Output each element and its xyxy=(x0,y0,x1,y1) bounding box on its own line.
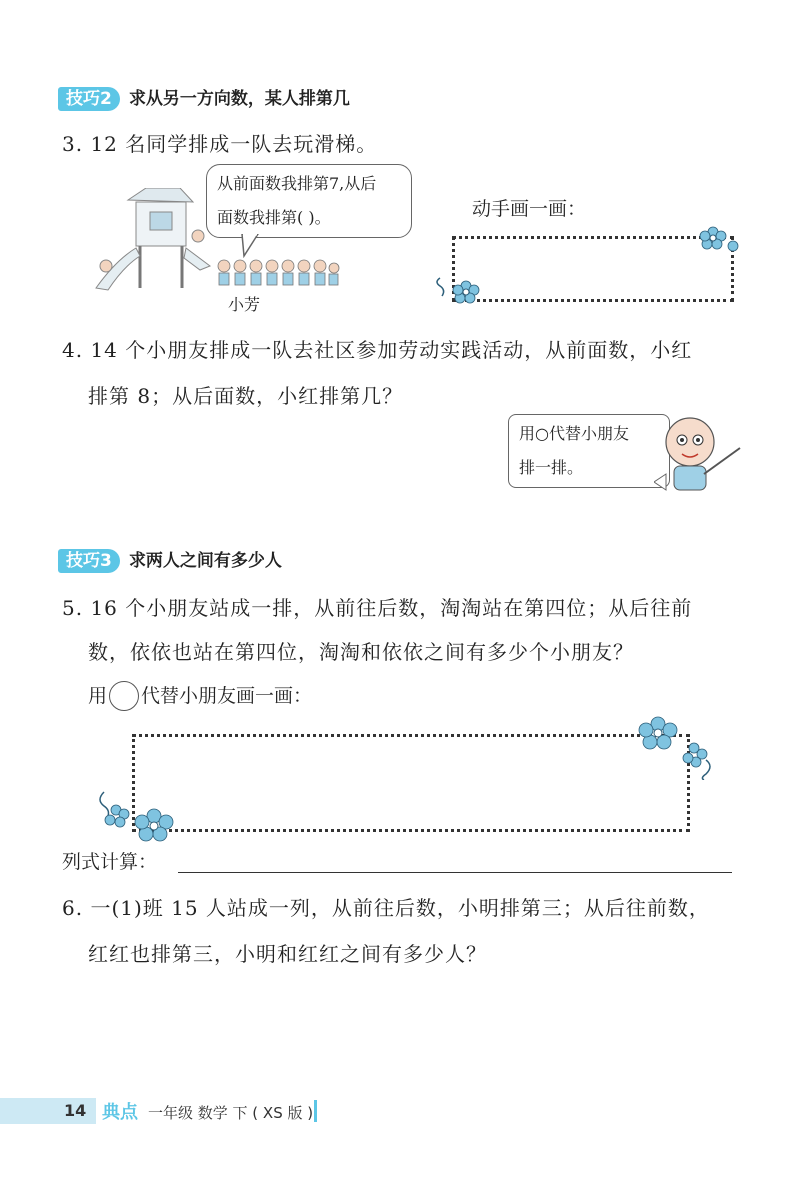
drawing-area-q5[interactable] xyxy=(132,734,690,832)
question-4-line-2: 排第 8；从后面数，小红排第几？ xyxy=(88,384,404,408)
draw-instruction xyxy=(88,676,312,716)
speech-bubble xyxy=(206,164,412,238)
flower-icon xyxy=(628,716,718,780)
hint-bubble xyxy=(508,414,670,488)
flower-icon xyxy=(432,272,484,306)
book-title: 一年级 数学 下 ( XS 版 ) xyxy=(148,1104,314,1122)
question-3-text: 3. 12 名同学排成一队去玩滑梯。 xyxy=(62,132,378,156)
draw-suffix: 代替小朋友画一画： xyxy=(141,685,313,707)
slide-illustration xyxy=(88,188,223,298)
xiaofang-label: 小芳 xyxy=(228,295,261,314)
question-6-line-2: 红红也排第三，小明和红红之间有多少人？ xyxy=(88,942,487,966)
hint-line-1: 用○代替小朋友 xyxy=(519,424,629,443)
flower-icon xyxy=(695,224,741,254)
bubble-line-1: 从前面数我排第7,从后 xyxy=(217,174,377,193)
draw-prefix: 用 xyxy=(88,685,108,707)
question-5-line-1: 5. 16 个小朋友站成一排，从前往后数，淘淘站在第四位；从后往前 xyxy=(62,596,693,620)
tip-tag: 技巧3 xyxy=(58,549,120,573)
footer-divider xyxy=(314,1100,317,1122)
brand-logo: 典点 xyxy=(102,1102,138,1123)
drawing-area-q3[interactable] xyxy=(452,236,734,302)
teacher-cartoon xyxy=(654,412,744,496)
hint-line-2: 排一排。 xyxy=(519,458,584,477)
answer-line[interactable] xyxy=(178,872,732,873)
bubble-tail xyxy=(240,234,260,258)
calc-label: 列式计算： xyxy=(62,851,158,873)
section-header-3 xyxy=(58,546,282,571)
flower-icon xyxy=(94,784,190,844)
draw-label: 动手画一画： xyxy=(472,198,587,220)
circle-symbol-icon xyxy=(109,681,139,711)
question-4-line-1: 4. 14 个小朋友排成一队去社区参加劳动实践活动，从前面数，小红 xyxy=(62,338,693,362)
bubble-line-2: 面数我排第( )。 xyxy=(217,208,331,227)
question-6-line-1: 6. 一(1)班 15 人站成一列，从前往后数，小明排第三；从后往前数， xyxy=(62,896,710,920)
question-5-line-2: 数，依依也站在第四位，淘淘和依依之间有多少个小朋友？ xyxy=(88,640,634,664)
tip-tag: 技巧2 xyxy=(58,87,120,111)
page-number: 14 xyxy=(64,1101,87,1120)
children-queue-illustration xyxy=(214,256,344,296)
section-title: 求从另一方向数，某人排第几 xyxy=(128,89,350,109)
section-title: 求两人之间有多少人 xyxy=(128,551,282,571)
section-header-2 xyxy=(58,84,350,109)
